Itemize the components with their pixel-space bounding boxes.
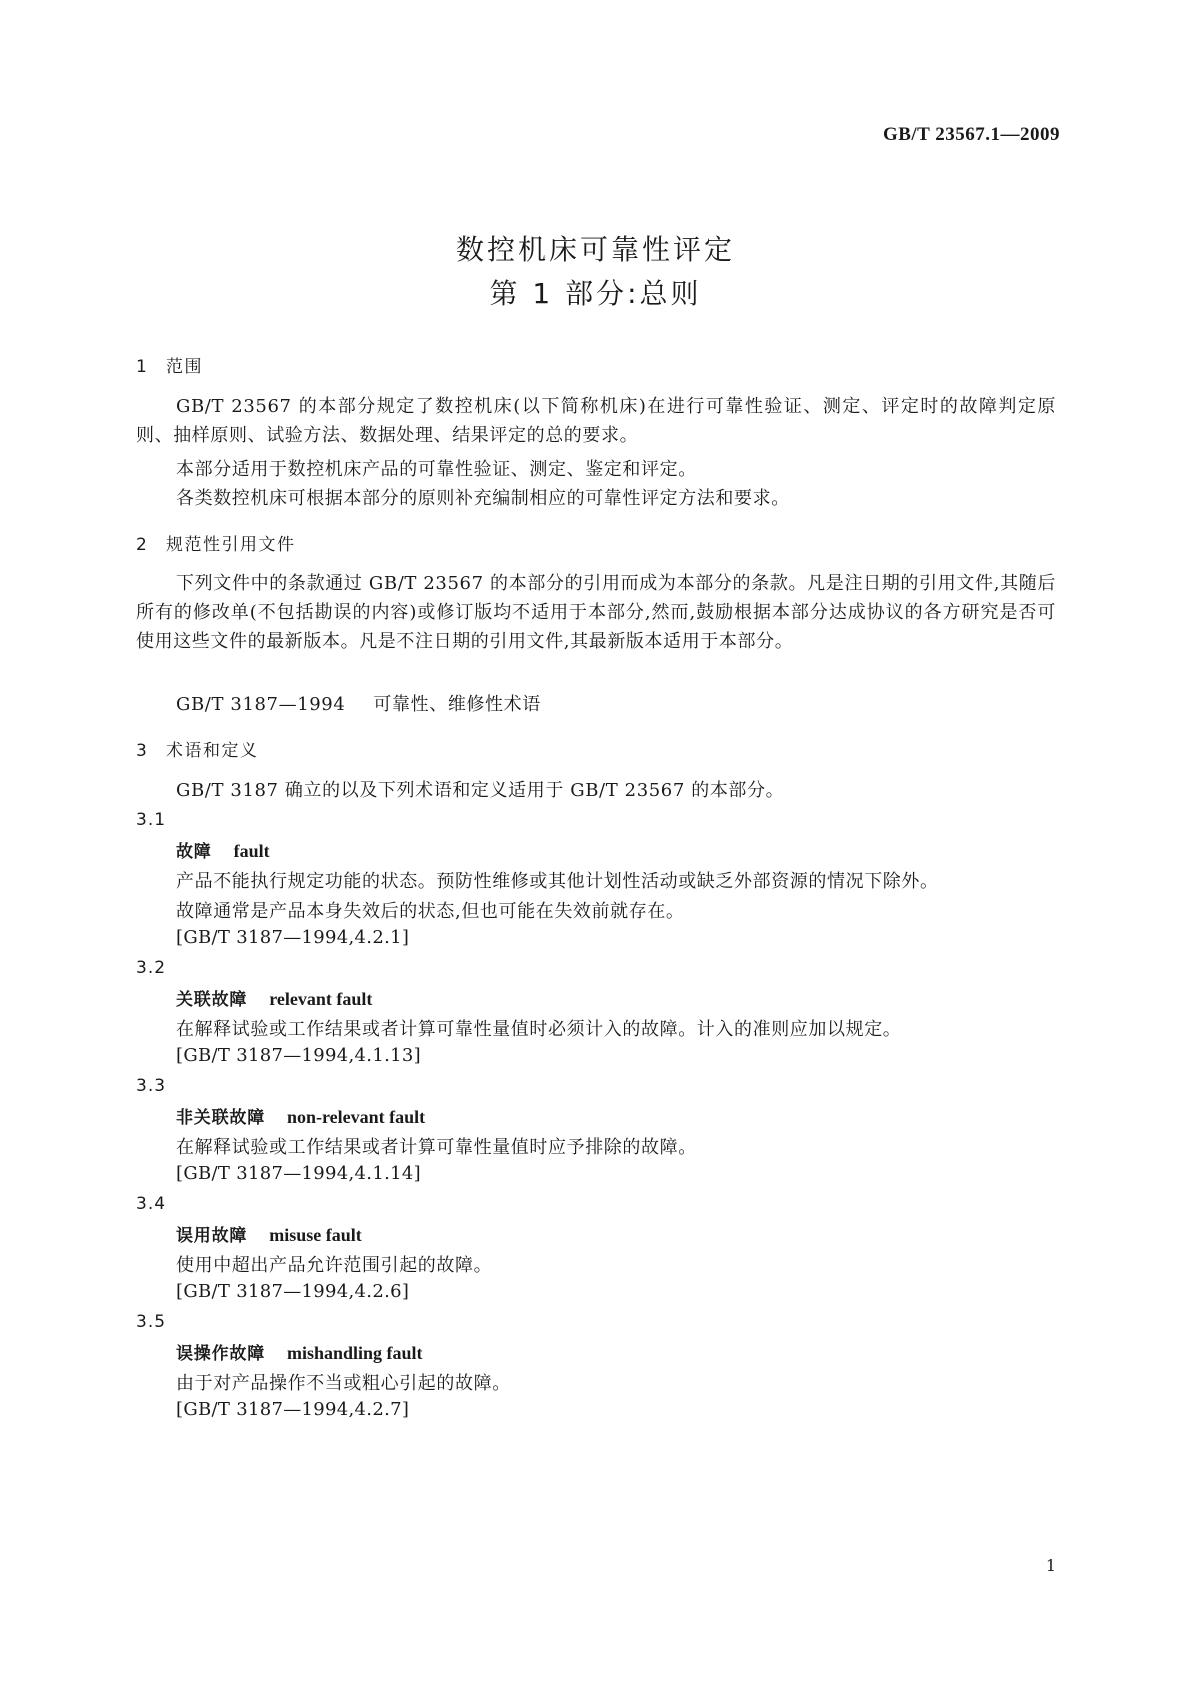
term-en: mishandling fault	[287, 1343, 423, 1363]
section-title: 规范性引用文件	[166, 535, 296, 555]
term-reference: [GB/T 3187—1994,4.1.14]	[176, 1163, 421, 1184]
term-en: relevant fault	[269, 989, 373, 1009]
section-3-heading	[136, 736, 259, 761]
term-heading	[176, 985, 372, 1010]
normative-reference	[176, 690, 541, 716]
section-1-paragraph-3: 各类数控机床可根据本部分的原则补充编制相应的可靠性评定方法和要求。	[176, 488, 790, 509]
term-en: misuse fault	[269, 1225, 362, 1245]
term-reference: [GB/T 3187—1994,4.1.13]	[176, 1045, 421, 1066]
section-number: 1	[136, 357, 149, 377]
section-2-paragraph-1: 下列文件中的条款通过 GB/T 23567 的本部分的引用而成为本部分的条款。凡是注日期的引用文件,其随后所有的修改单(不包括勘误的内容)或修订版均不适用于本部分,然而,鼓励根据本部分达成协议的各方研究是否可使用这些文件的最新版本。凡是不注日期的引用文件,其最新版本适用于本部分。	[136, 573, 1056, 652]
term-cn: 误操作故障	[176, 1344, 265, 1364]
term-cn: 故障	[176, 842, 212, 862]
term-en: fault	[233, 841, 270, 861]
term-heading	[176, 1103, 425, 1128]
term-cn: 误用故障	[176, 1226, 248, 1246]
term-number: 3.1	[136, 810, 167, 830]
document-subtitle: 第 1 部分:总则	[489, 277, 702, 310]
term-definition: 使用中超出产品允许范围引起的故障。	[176, 1255, 493, 1276]
section-2-heading	[136, 530, 296, 555]
section-title: 范围	[166, 357, 203, 377]
term-note: 故障通常是产品本身失效后的状态,但也可能在失效前就存在。	[176, 901, 685, 922]
term-heading	[176, 1339, 423, 1364]
reference-code: GB/T 3187—1994	[176, 694, 346, 715]
term-number: 3.2	[136, 958, 167, 978]
document-title: 数控机床可靠性评定	[455, 233, 735, 266]
term-number: 3.5	[136, 1312, 167, 1332]
section-title: 术语和定义	[166, 741, 259, 761]
section-1-paragraph-1: GB/T 23567 的本部分规定了数控机床(以下简称机床)在进行可靠性验证、测定、评定时的故障判定原则、抽样原则、试验方法、数据处理、结果评定的总的要求。	[136, 396, 1056, 446]
term-number: 3.3	[136, 1076, 167, 1096]
term-definition: 由于对产品操作不当或粗心引起的故障。	[176, 1373, 511, 1394]
page-number: 1	[1045, 1556, 1056, 1575]
term-reference: [GB/T 3187—1994,4.2.7]	[176, 1399, 410, 1420]
term-definition: 产品不能执行规定功能的状态。预防性维修或其他计划性活动或缺乏外部资源的情况下除外。	[176, 871, 939, 892]
reference-title: 可靠性、维修性术语	[373, 694, 541, 715]
section-number: 3	[136, 741, 149, 761]
term-reference: [GB/T 3187—1994,4.2.1]	[176, 927, 410, 948]
term-definition: 在解释试验或工作结果或者计算可靠性量值时应予排除的故障。	[176, 1137, 697, 1158]
standard-code: GB/T 23567.1—2009	[882, 124, 1060, 145]
term-en: non-relevant fault	[287, 1107, 426, 1127]
term-number: 3.4	[136, 1194, 167, 1214]
section-1-paragraph-2: 本部分适用于数控机床产品的可靠性验证、测定、鉴定和评定。	[176, 459, 697, 480]
section-3-intro: GB/T 3187 确立的以及下列术语和定义适用于 GB/T 23567 的本部分。	[176, 780, 785, 801]
term-definition: 在解释试验或工作结果或者计算可靠性量值时必须计入的故障。计入的准则应加以规定。	[176, 1019, 902, 1040]
term-heading	[176, 1221, 362, 1246]
term-cn: 非关联故障	[176, 1108, 265, 1128]
section-number: 2	[136, 535, 149, 555]
term-heading	[176, 837, 270, 862]
term-cn: 关联故障	[176, 990, 248, 1010]
term-reference: [GB/T 3187—1994,4.2.6]	[176, 1281, 410, 1302]
section-1-heading	[136, 352, 203, 377]
